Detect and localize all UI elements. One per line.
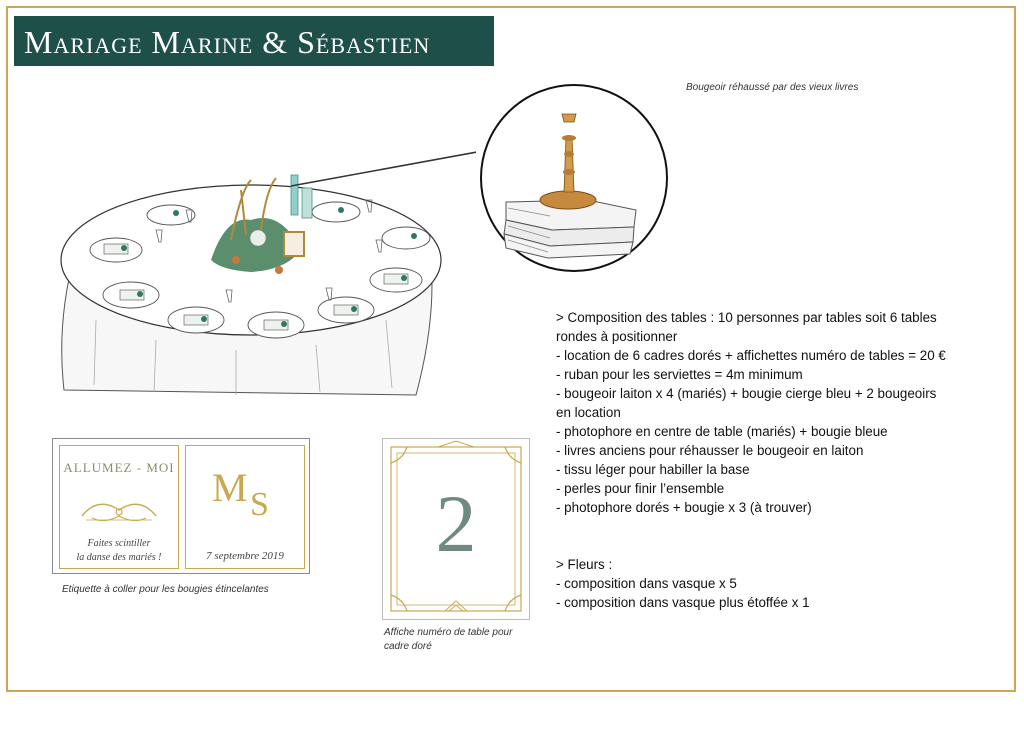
monogram-m: M <box>212 465 248 510</box>
notes-line: - perles pour finir l’ensemble <box>556 481 725 496</box>
sticker-title: ALLUMEZ - MOI <box>63 460 175 475</box>
notes-line: - location de 6 cadres dorés + affichettes numéro de tables = 20 € <box>556 348 946 363</box>
page-title: Mariage Marine & Sébastien <box>24 24 431 60</box>
notes-line: rondes à positionner <box>556 329 678 344</box>
ornament-icon <box>78 494 160 526</box>
title-banner <box>14 16 494 66</box>
sticker-line-1: Faites scintiller <box>87 538 151 549</box>
table-number-card <box>382 438 530 620</box>
flowers-line: - composition dans vasque x 5 <box>556 576 737 591</box>
table-number: 2 <box>435 478 477 569</box>
table-sketch <box>36 120 476 420</box>
notes-line: - tissu léger pour habiller la base <box>556 462 750 477</box>
candle-holder-caption: Bougeoir réhaussé par des vieux livres <box>686 82 859 93</box>
notes-line: en location <box>556 405 621 420</box>
sticker-line-2: la danse des mariés ! <box>76 552 162 563</box>
composition-notes <box>556 308 986 612</box>
sparkler-sticker <box>52 438 310 574</box>
sticker-caption: Etiquette à coller pour les bougies étincelantes <box>62 584 269 595</box>
notes-line: - ruban pour les serviettes = 4m minimum <box>556 367 803 382</box>
notes-spacer <box>556 517 986 555</box>
sticker-date: 7 septembre 2019 <box>206 550 284 562</box>
notes-line: - bougeoir laiton x 4 (mariés) + bougie cierge bleu + 2 bougeoirs <box>556 386 937 401</box>
sticker-right-panel <box>185 445 305 569</box>
sticker-left-panel <box>59 445 179 569</box>
notes-line: - livres anciens pour réhausser le bougeoir en laiton <box>556 443 864 458</box>
table-number-caption <box>384 626 534 654</box>
candle-holder-detail <box>478 82 670 274</box>
flowers-line: - composition dans vasque plus étoffée x 1 <box>556 595 810 610</box>
notes-line: - photophore en centre de table (mariés) + bougie bleue <box>556 424 888 439</box>
flowers-line: > Fleurs : <box>556 557 613 572</box>
notes-line: > Composition des tables : 10 personnes par tables soit 6 tables <box>556 310 937 325</box>
monogram-s: S <box>250 486 269 523</box>
table-number-caption-text: Affiche numéro de table pour cadre doré <box>384 627 513 652</box>
notes-line: - photophore dorés + bougie x 3 (à trouver) <box>556 500 812 515</box>
